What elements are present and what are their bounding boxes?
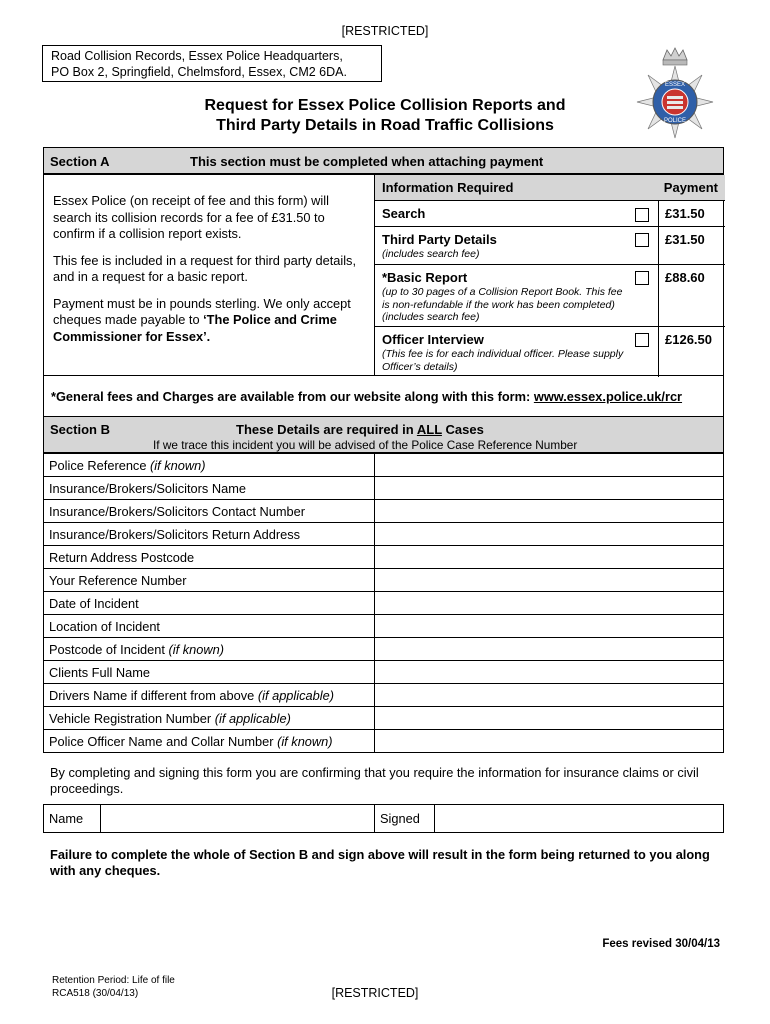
option-note-officer-interview: (This fee is for each individual officer. Please supply Officer’s details): [382, 348, 624, 373]
form-field-input[interactable]: [375, 661, 724, 684]
field-label-text: Police Reference: [49, 457, 151, 473]
form-field-row: [44, 592, 724, 615]
field-label-text: Date of Incident: [49, 595, 139, 611]
price-third-party: £31.50: [658, 227, 725, 264]
option-note-basic-report: (up to 30 pages of a Collision Report Book. This fee is non-refundable if the work has been completed) (includes search fee): [382, 286, 623, 323]
option-label-officer-interview: Officer Interview: [382, 332, 484, 347]
failure-notice: Failure to complete the whole of Section B and sign above will result in the form being returned to you along with any cheques.: [50, 847, 710, 878]
title-line-2: Third Party Details in Road Traffic Collisions: [216, 117, 554, 134]
form-field-label: [44, 707, 375, 730]
field-label-text: Insurance/Brokers/Solicitors Return Address: [49, 526, 301, 542]
section-b-heading-post: Cases: [441, 422, 484, 437]
form-field-input[interactable]: [375, 454, 724, 477]
form-field-row: [44, 546, 724, 569]
field-label-note: (if known): [277, 733, 333, 749]
option-note-third-party: (includes search fee): [382, 248, 480, 260]
general-fees-text: *General fees and Charges are available from our website along with this form:: [51, 389, 534, 404]
form-field-row: [44, 615, 724, 638]
form-field-label: [44, 477, 375, 500]
section-b-header: [43, 416, 724, 453]
crest-text-top: ESSEX: [664, 82, 686, 88]
form-field-label: [44, 638, 375, 661]
form-field-input[interactable]: [375, 546, 724, 569]
field-label-text: Insurance/Brokers/Solicitors Name: [49, 480, 247, 496]
form-field-row: [44, 500, 724, 523]
checkbox-basic-report[interactable]: [635, 271, 649, 285]
field-label-note: (if applicable): [214, 710, 291, 726]
option-row-basic-report: [375, 264, 725, 326]
checkbox-third-party[interactable]: [635, 233, 649, 247]
name-field[interactable]: [101, 805, 375, 833]
field-label-text: Clients Full Name: [49, 664, 150, 680]
checkbox-officer-interview[interactable]: [635, 333, 649, 347]
form-field-label: [44, 569, 375, 592]
field-label-note: (if known): [150, 457, 206, 473]
field-label-text: Vehicle Registration Number: [49, 710, 215, 726]
form-field-row: [44, 684, 724, 707]
signed-label: Signed: [375, 805, 435, 833]
form-field-row: [44, 730, 724, 753]
page-title: [150, 96, 620, 136]
section-a-header: [43, 147, 724, 174]
field-label-text: Police Officer Name and Collar Number: [49, 733, 278, 749]
form-field-input[interactable]: [375, 592, 724, 615]
form-field-row: [44, 707, 724, 730]
form-field-input[interactable]: [375, 615, 724, 638]
payee-name: ‘The Police and Crime Commissioner for Essex’.: [53, 312, 337, 344]
form-field-row: [44, 523, 724, 546]
form-field-input[interactable]: [375, 500, 724, 523]
section-a-label: Section A: [50, 154, 110, 169]
option-label-basic-report: *Basic Report: [382, 270, 468, 285]
field-label-text: Return Address Postcode: [49, 549, 195, 565]
general-fees-notice: [43, 375, 724, 417]
fees-revised-date: Fees revised 30/04/13: [602, 938, 720, 950]
option-row-officer-interview: [375, 326, 725, 377]
name-label: Name: [44, 805, 101, 833]
form-field-row: [44, 477, 724, 500]
payment-table-header: [375, 175, 725, 200]
restricted-marking-top: [RESTRICTED]: [341, 24, 429, 38]
option-row-third-party: [375, 226, 725, 264]
form-field-input[interactable]: [375, 477, 724, 500]
payment-header: Payment: [663, 180, 718, 195]
section-a-heading: This section must be completed when attaching payment: [190, 154, 544, 169]
form-code: RCA518 (30/04/13): [52, 988, 139, 999]
form-field-row: [44, 454, 724, 477]
section-a-description: [43, 174, 375, 376]
payment-paragraph: [53, 296, 366, 346]
option-row-search: [375, 200, 725, 226]
website-link[interactable]: www.essex.police.uk/rcr: [533, 389, 683, 404]
form-field-label: [44, 500, 375, 523]
option-label-search: Search: [382, 206, 426, 221]
price-search: £31.50: [658, 201, 725, 226]
form-field-row: [44, 569, 724, 592]
section-b-fields: [43, 453, 724, 753]
signature-field[interactable]: [435, 805, 724, 833]
field-label-text: Postcode of Incident: [49, 641, 169, 657]
section-b-label: Section B: [50, 422, 110, 437]
field-label-note: (if applicable): [257, 687, 334, 703]
footer-info: [52, 974, 175, 1000]
price-officer-interview: £126.50: [658, 327, 725, 377]
essex-police-crest-icon: [634, 46, 716, 142]
section-b-heading: [236, 422, 484, 437]
payment-text: Payment must be in pounds sterling. We only accept cheques made payable to: [53, 295, 351, 327]
form-field-input[interactable]: [375, 523, 724, 546]
form-field-label: [44, 730, 375, 753]
form-field-input[interactable]: [375, 569, 724, 592]
form-field-input[interactable]: [375, 684, 724, 707]
payment-options-table: [374, 174, 724, 376]
form-field-label: [44, 592, 375, 615]
field-label-text: Your Reference Number: [49, 572, 187, 588]
address-line-1: Road Collision Records, Essex Police Headquarters,: [51, 49, 343, 63]
field-label-text: Location of Incident: [49, 618, 160, 634]
form-field-label: [44, 684, 375, 707]
form-field-label: [44, 546, 375, 569]
address-line-2: PO Box 2, Springfield, Chelmsford, Essex, CM2 6DA.: [51, 65, 347, 79]
title-line-1: Request for Essex Police Collision Reports and: [204, 97, 566, 114]
field-label-text: Insurance/Brokers/Solicitors Contact Number: [49, 503, 306, 519]
form-field-label: [44, 454, 375, 477]
form-field-label: [44, 661, 375, 684]
form-field-label: [44, 615, 375, 638]
signature-row: [43, 804, 724, 833]
retention-period: Retention Period: Life of file: [52, 975, 175, 986]
fee-included-paragraph: This fee is included in a request for third party details, and in a request for a basic report.: [53, 252, 357, 284]
crest-text-bottom: POLICE: [663, 118, 687, 124]
restricted-marking-bottom: [RESTRICTED]: [331, 986, 419, 1000]
option-label-third-party: Third Party Details: [382, 232, 497, 247]
section-b-heading-all: ALL: [416, 422, 442, 437]
info-required-header: Information Required: [382, 180, 514, 195]
price-basic-report: £88.60: [658, 265, 725, 326]
form-field-label: [44, 523, 375, 546]
field-label-text: Drivers Name if different from above: [49, 687, 258, 703]
form-field-row: [44, 661, 724, 684]
address-box: [42, 45, 382, 82]
form-field-row: [44, 638, 724, 661]
confirmation-text: By completing and signing this form you are confirming that you require the information for insurance claims or civil proceedings.: [50, 765, 699, 796]
form-field-input[interactable]: [375, 638, 724, 661]
checkbox-search[interactable]: [635, 208, 649, 222]
form-field-input[interactable]: [375, 730, 724, 753]
section-b-heading-pre: These Details are required in: [236, 422, 417, 437]
form-field-input[interactable]: [375, 707, 724, 730]
section-b-subheading: If we trace this incident you will be advised of the Police Case Reference Number: [153, 438, 578, 452]
search-fee-paragraph: Essex Police (on receipt of fee and this form) will search its collision records for a fee of £31.50 to confirm if a collision report exists.: [53, 193, 329, 241]
field-label-note: (if known): [168, 641, 224, 657]
